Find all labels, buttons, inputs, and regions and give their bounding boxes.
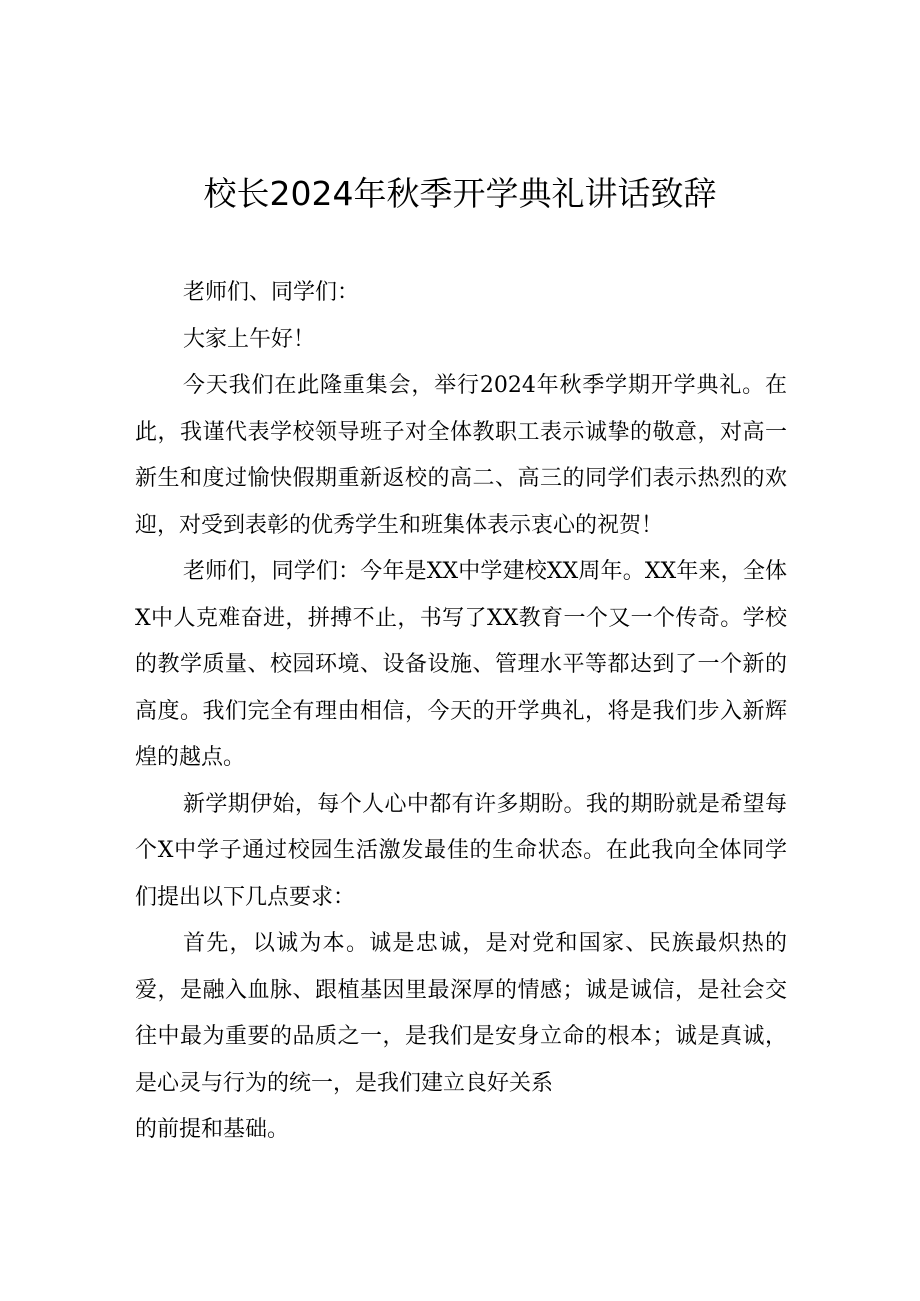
paragraph-sincerity: 首先，以诚为本。诚是忠诚，是对党和国家、民族最炽热的爱，是融入血脉、跟植基因里最深厚的情感；诚是诚信，是社会交往中最为重要的品质之一，是我们是安身立命的根本；诚是真诚，是心灵与行为的统一，是我们建立良好关系 xyxy=(135,931,787,1096)
document-body xyxy=(135,270,787,1154)
paragraph-opening: 今天我们在此隆重集会，举行2024年秋季学期开学典礼。在此，我谨代表学校领导班子对全体教职工表示诚挚的敬意，对高一新生和度过愉快假期重新返校的高二、高三的同学们表示热烈的欢迎，对受到表彰的优秀学生和班集体表示衷心的祝贺！ xyxy=(135,373,787,538)
paragraph-anniversary: 老师们，同学们：今年是XX中学建校XX周年。XX年来，全体X中人克难奋进，拼搏不止，书写了XX教育一个又一个传奇。学校的教学质量、校园环境、设备设施、管理水平等都达到了一个新的高度。我们完全有理由相信，今天的开学典礼，将是我们步入新辉煌的越点。 xyxy=(135,559,787,770)
paragraph-salutation: 老师们、同学们： xyxy=(183,280,360,305)
paragraph-expectations: 新学期伊始，每个人心中都有许多期盼。我的期盼就是希望每个X中学子通过校园生活激发最佳的生命状态。在此我向全体同学们提出以下几点要求： xyxy=(135,791,787,910)
paragraph-greeting: 大家上午好！ xyxy=(183,326,316,352)
document-title: 校长2024年秋季开学典礼讲话致辞 xyxy=(203,174,717,213)
paragraph-sincerity-continued: 的前提和基础。 xyxy=(135,1117,290,1142)
